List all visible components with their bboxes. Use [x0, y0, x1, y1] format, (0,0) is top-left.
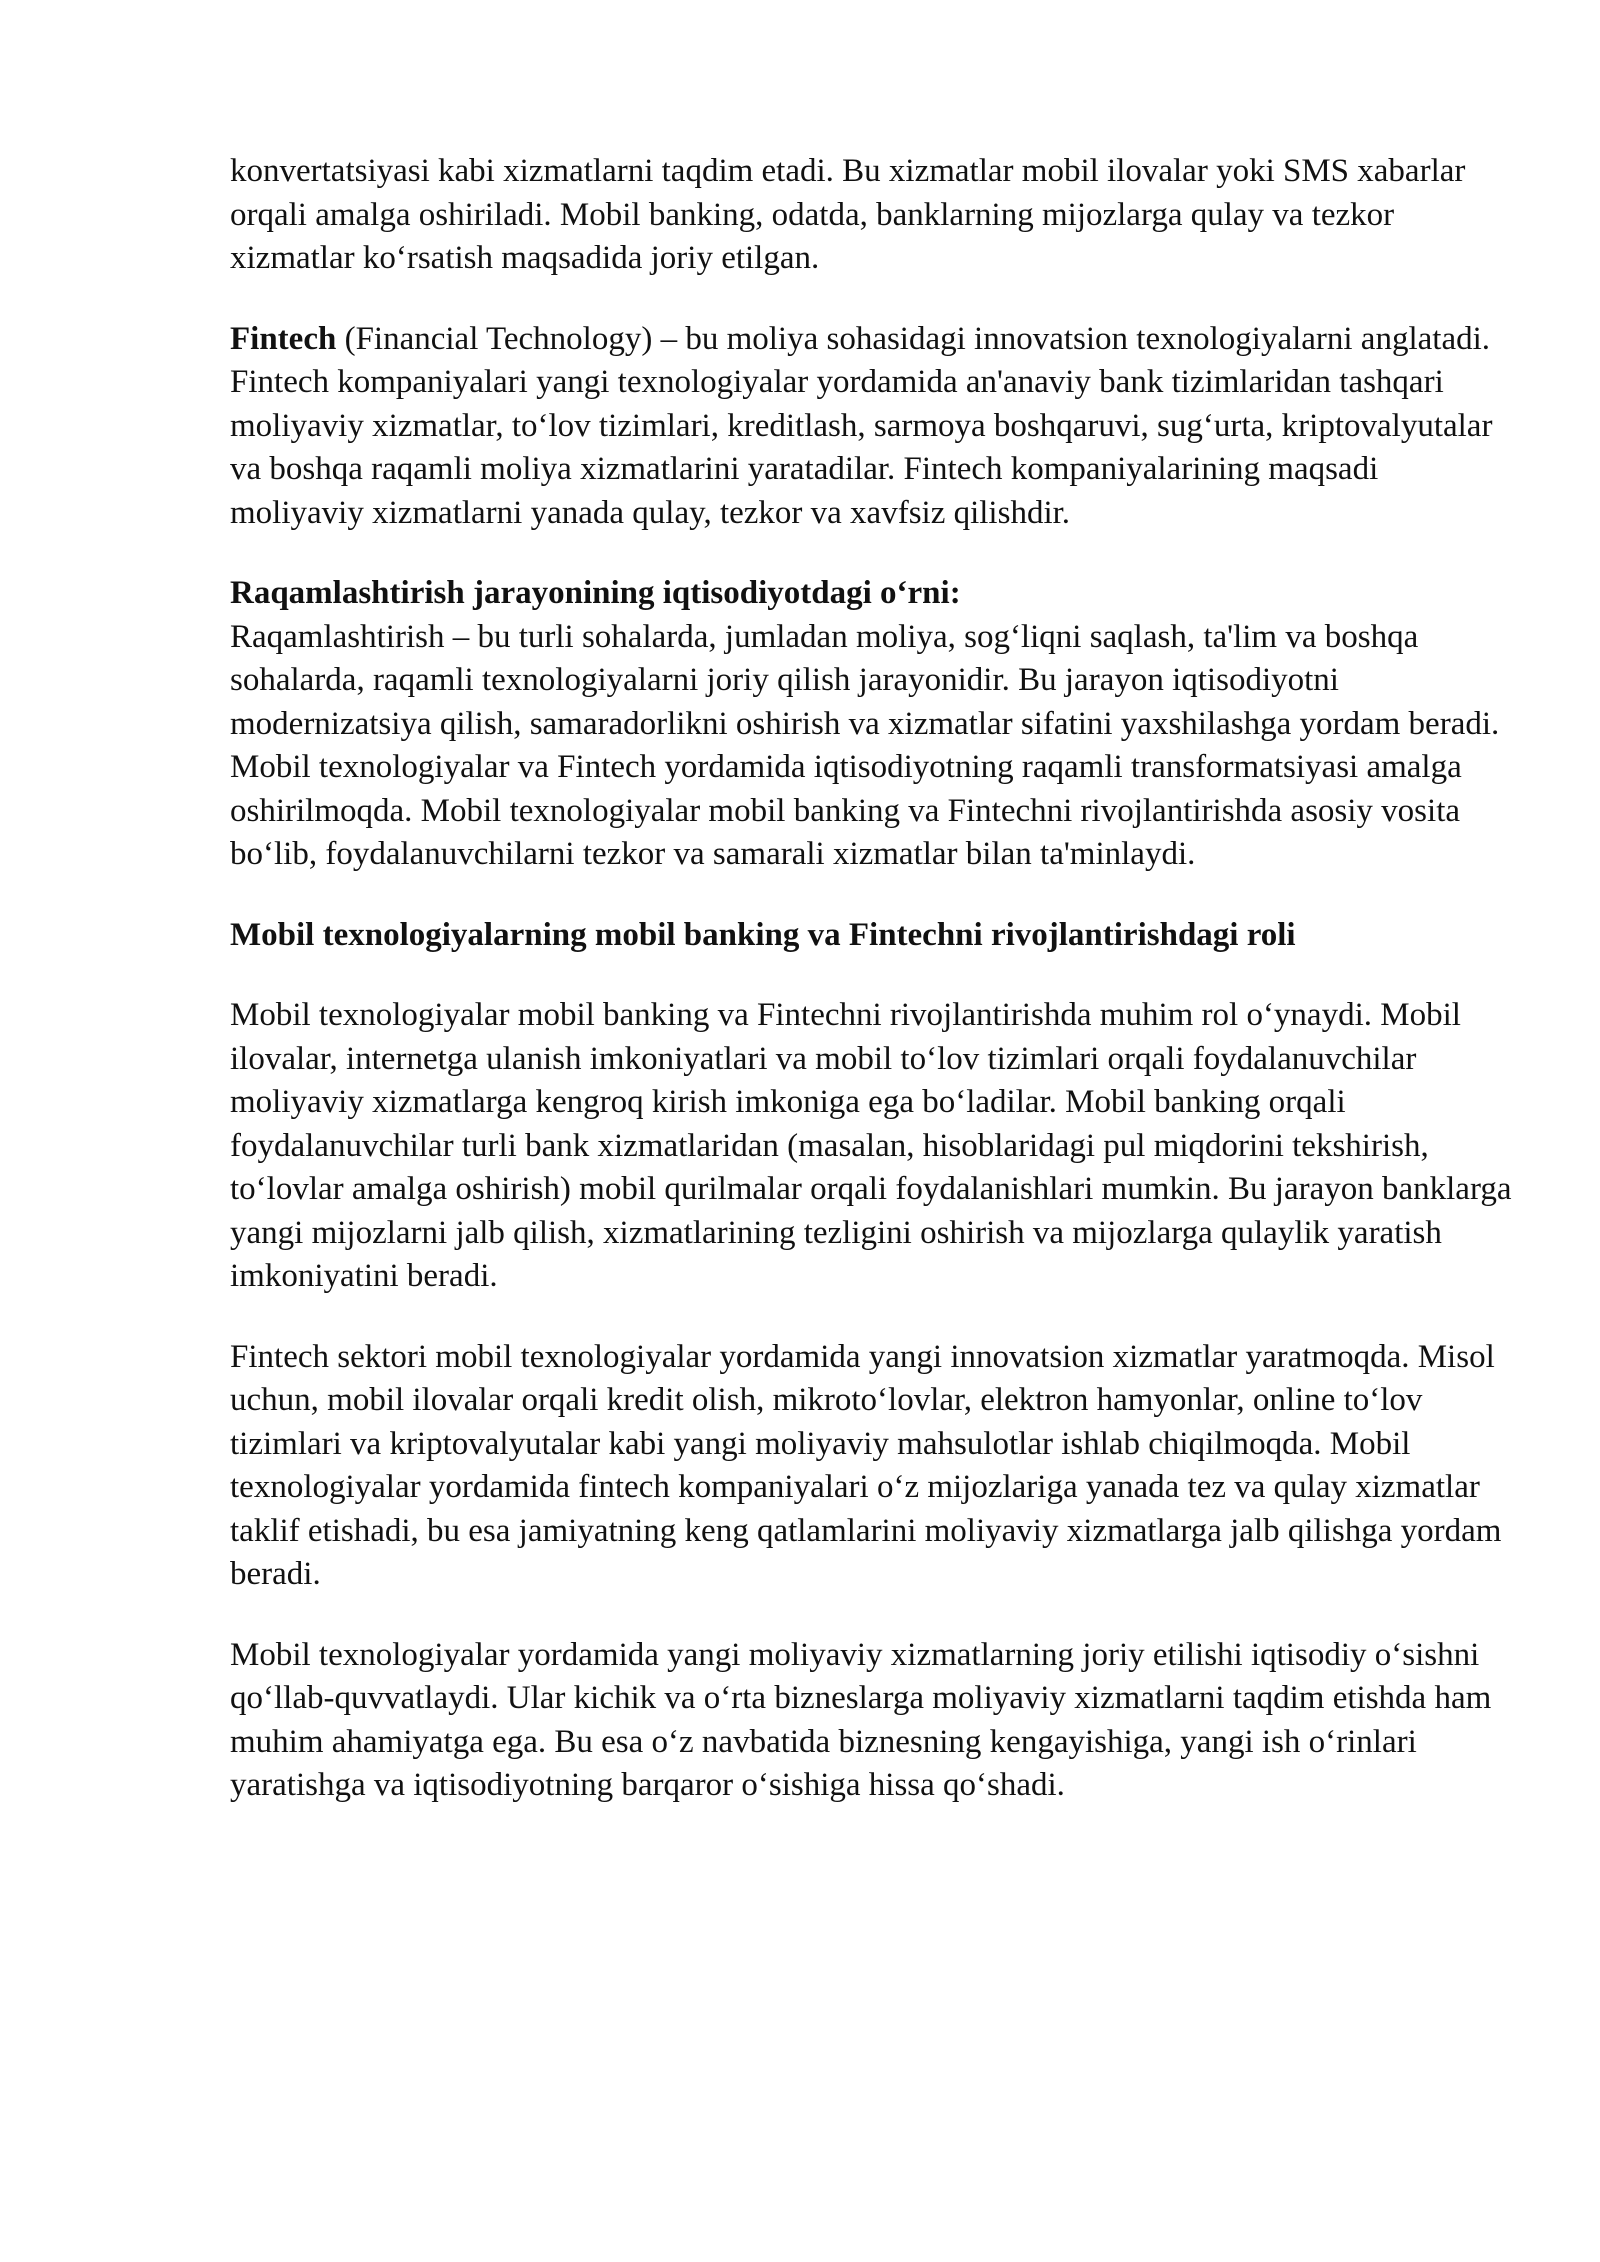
paragraph-mobile-banking: [230, 150, 1520, 281]
document-page: [230, 150, 1520, 1808]
heading-mobile-tech-role: Mobil texnologiyalarning mobil banking va Fintechni rivojlantirishdagi roli: [230, 916, 1296, 953]
paragraph-economic-growth: [230, 1634, 1520, 1808]
paragraph-text: Raqamlashtirish – bu turli sohalarda, jumladan moliya, sogʻliqni saqlash, ta'lim va boshqa sohalarda, raqamli texnologiyalarni joriy qilish jarayonidir. Bu jarayon iqtisodiyotni modernizatsiya qilish, samaradorlikni oshirish va xizmatlar sifatini yaxshilashga yordam beradi. Mobil texnologiyalar va Fintech yordamida iqtisodiyotning raqamli transformatsiyasi amalga oshirilmoqda. Mobil texnologiyalar mobil banking va Fintechni rivojlantirishda asosiy vosita boʻlib, foydalanuvchilarni tezkor va samarali xizmatlar bilan ta'minlaydi.: [230, 618, 1500, 872]
paragraph-text: konvertatsiyasi kabi xizmatlarni taqdim etadi. Bu xizmatlar mobil ilovalar yoki SMS xabarlar orqali amalga oshiriladi. Mobil banking, odatda, banklarning mijozlarga qulay va tezkor xizmatlar koʻrsatish maqsadida joriy etilgan.: [230, 153, 1466, 276]
fintech-term: Fintech: [230, 320, 337, 357]
paragraph-fintech: [230, 318, 1520, 536]
heading-digitalization-role: Raqamlashtirish jarayonining iqtisodiyotdagi oʻrni:: [230, 575, 961, 611]
paragraph-text: Mobil texnologiyalar mobil banking va Fintechni rivojlantirishda muhim rol oʻynaydi. Mobil ilovalar, internetga ulanish imkoniyatlari va mobil toʻlov tizimlari orqali foydalanuvchilar moliyaviy xizmatlarga kengroq kirish imkoniga ega boʻladilar. Mobil banking orqali foydalanuvchilar turli bank xizmatlaridan (masalan, hisoblaridagi pul miqdorini tekshirish, toʻlovlar amalga oshirish) mobil qurilmalar orqali foydalanishlari mumkin. Bu jarayon banklarga yangi mijozlarni jalb qilish, xizmatlarining tezligini oshirish va mijozlarga qulaylik yaratish imkoniyatini beradi.: [230, 997, 1512, 1294]
paragraph-text: (Financial Technology) – bu moliya sohasidagi innovatsion texnologiyalarni anglatadi. Fintech kompaniyalari yangi texnologiyalar yordamida an'anaviy bank tizimlaridan tashqari moliyaviy xizmatlar, toʻlov tizimlari, kreditlash, sarmoya boshqaruvi, sugʻurta, kriptovalyutalar va boshqa raqamli moliya xizmatlarini yaratadilar. Fintech kompaniyalarining maqsadi moliyaviy xizmatlarni yanada qulay, tezkor va xavfsiz qilishdir.: [230, 320, 1493, 531]
paragraph-mobile-tech: [230, 994, 1520, 1299]
paragraph-text: Fintech sektori mobil texnologiyalar yordamida yangi innovatsion xizmatlar yaratmoqda. Misol uchun, mobil ilovalar orqali kredit olish, mikrotoʻlovlar, elektron hamyonlar, online toʻlov tizimlari va kriptovalyutalar kabi yangi moliyaviy mahsulotlar ishlab chiqilmoqda. Mobil texnologiyalar yordamida fintech kompaniyalari oʻz mijozlariga yanada tez va qulay xizmatlar taklif etishadi, bu esa jamiyatning keng qatlamlarini moliyaviy xizmatlarga jalb qilishga yordam beradi.: [230, 1338, 1502, 1592]
paragraph-digitalization: [230, 616, 1520, 877]
paragraph-text: Mobil texnologiyalar yordamida yangi moliyaviy xizmatlarning joriy etilishi iqtisodiy oʻsishni qoʻllab-quvvatlaydi. Ular kichik va oʻrta bizneslarga moliyaviy xizmatlarni taqdim etishda ham muhim ahamiyatga ega. Bu esa oʻz navbatida biznesning kengayishiga, yangi ish oʻrinlari yaratishga va iqtisodiyotning barqaror oʻsishiga hissa qoʻshadi.: [230, 1636, 1492, 1803]
paragraph-fintech-sector: [230, 1336, 1520, 1597]
